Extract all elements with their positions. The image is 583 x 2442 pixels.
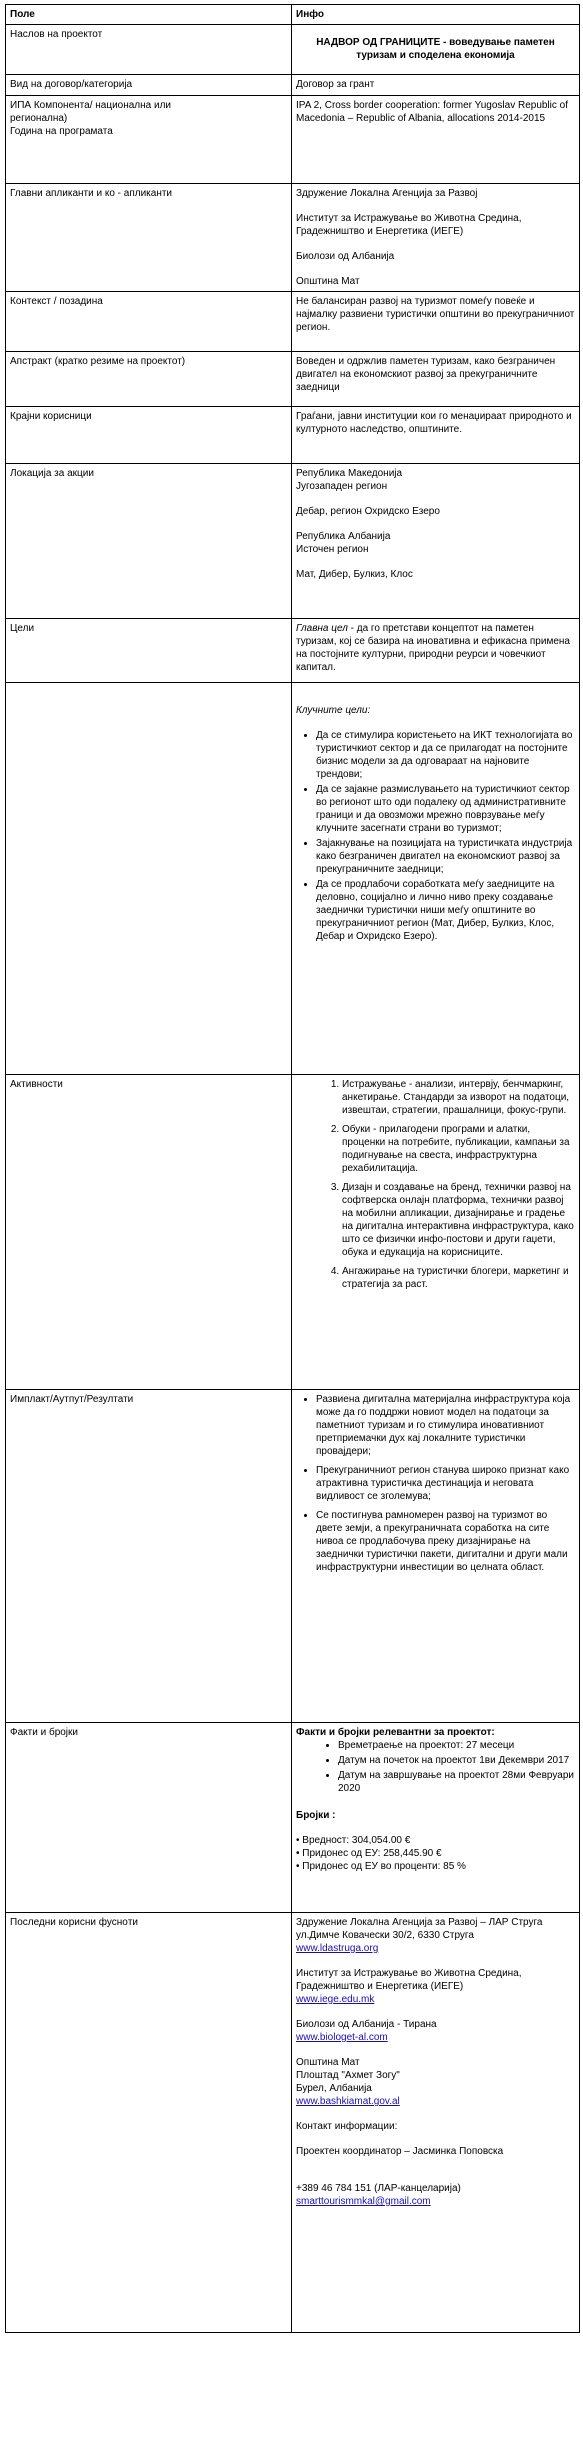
numbers-heading: Бројки : [296, 1810, 336, 1821]
location-mk-places: Дебар, регион Охридско Езеро [296, 506, 440, 517]
row-abstract [6, 352, 580, 407]
value-impact [292, 1390, 580, 1723]
mat-website-link[interactable]: www.bashkiamat.gov.al [296, 2096, 400, 2107]
label-key-goals-empty [6, 683, 292, 1075]
email-link[interactable]: smarttourismmkal@gmail.com [296, 2196, 431, 2207]
row-beneficiaries [6, 407, 580, 464]
row-applicants [6, 184, 580, 292]
value-abstract: Воведен и одржлив паметен туризам, како безграничен двигател на економскиот развој за прекуграничните заедници [292, 352, 580, 407]
label-title: Наслов на проектот [6, 25, 292, 75]
label-impact: Имплакт/Аутпут/Резултати [6, 1390, 292, 1723]
label-abstract: Апстракт (кратко резиме на проектот) [6, 352, 292, 407]
fact-item: • Датум на завршување на проектот 28ми Февруари 2020 [338, 1769, 575, 1795]
value-applicants [292, 184, 580, 292]
main-goal-prefix: Главна цел [296, 623, 348, 634]
bio-website-link[interactable]: www.biologet-al.com [296, 2032, 388, 2043]
fact-item: • Времетраење на проектот: 27 месеци [338, 1739, 575, 1752]
lar-website-link[interactable]: www.ldastruga.org [296, 1943, 379, 1954]
location-al-region: Источен регион [296, 544, 369, 555]
header-field: Поле [6, 5, 292, 25]
key-goal-item: • Да се стимулира користењето на ИКТ технологијата во туристичкиот сектор и да се прилагодат на постојните бизнис модели за да одговараат на најновите трендови; [316, 729, 575, 781]
applicant-3: Биолози од Албанија [296, 251, 395, 262]
iege-website-link[interactable]: www.iege.edu.mk [296, 1994, 375, 2005]
activity-item: 3. Дизајн и создавање на бренд, технички развој на софтверска онлајн платформа, технички развој на мобилни апликации, дизајнирање и градење на дигитална интерактивна инфраструктура, како што се физички инфо-постови и други гаџети, обука и едукација на корисниците. [342, 1181, 575, 1259]
label-ipa-component: ИПА Компонента/ национална или регионална) [10, 100, 172, 124]
location-mk-country: Република Македонија [296, 468, 403, 479]
location-al-places: Мат, Дибер, Булкиз, Клос [296, 569, 413, 580]
value-activities [292, 1075, 580, 1390]
activities-list [296, 1078, 575, 1291]
label-ipa [6, 96, 292, 184]
number-eu: • Придонес од ЕУ: 258,445.90 € [296, 1848, 442, 1859]
value-context: Не балансиран развој на туризмот помеѓу повеќе и најмалку развиени туристички општини во прекуграничниот регион. [292, 292, 580, 352]
label-contract: Вид на договор/категорија [6, 75, 292, 96]
contact-heading: Контакт информации: [296, 2121, 398, 2132]
location-al-country: Република Албанија [296, 531, 391, 542]
impact-item: • Се постигнува рамномерен развој на туризмот во двете земји, а прекуграничната соработка на сите нивоа се продлабочува преку дизајнирање на заеднички туристички пакети, дигитални и други мали инфраструктурни инвестиции во целната област. [316, 1509, 575, 1574]
row-activities [6, 1075, 580, 1390]
value-goals-main [292, 619, 580, 683]
bio-name: Биолози од Албанија - Тирана [296, 2019, 437, 2030]
fact-item: • Датум на почеток на проектот 1ви Декември 2017 [338, 1754, 575, 1767]
label-activities: Активности [6, 1075, 292, 1390]
key-goals-heading: Клучните цели: [296, 705, 371, 716]
activity-item: 4. Ангажирање на туристички блогери, маркетинг и стратегија за раст. [342, 1265, 575, 1291]
project-info-table [5, 4, 580, 2333]
label-goals: Цели [6, 619, 292, 683]
applicant-2: Институт за Истражување во Животна Средина, Градежништво и Енергетика (ИЕГЕ) [296, 213, 522, 237]
row-contract [6, 75, 580, 96]
facts-heading: Факти и бројки релевантни за проектот: [296, 1727, 495, 1738]
mat-name: Општина Мат [296, 2057, 360, 2068]
key-goal-item: • Зајакнување на позицијата на туристичката индустрија како безграничен двигател на економскиот развој за прекуграничните заедници; [316, 837, 575, 876]
impact-item: • Прекуграничниот регион станува широко признат како атрактивна туристичка дестинација и неговата видливост се зголемува; [316, 1464, 575, 1503]
row-goals [6, 619, 580, 683]
lar-address: ул.Димче Ковачески 30/2, 6330 Струга [296, 1930, 474, 1941]
row-location [6, 464, 580, 619]
row-impact [6, 1390, 580, 1723]
key-goal-item: • Да се зајакне размислувањето на туристичкиот сектор во регионот што оди подалеку од административните граници и да овозможи мрежно поврзување меѓу клучните засегнати страни во туризмот; [316, 783, 575, 835]
value-beneficiaries: Граѓани, јавни институции кои го менаџираат природното и културното наследство, општините. [292, 407, 580, 464]
number-eu-percent: • Придонес од ЕУ во проценти: 85 % [296, 1861, 466, 1872]
label-ipa-year: Година на програмата [10, 126, 113, 137]
row-facts [6, 1723, 580, 1913]
value-facts [292, 1723, 580, 1913]
phone: +389 46 784 151 (ЛАР-канцеларија) [296, 2183, 461, 2194]
row-title [6, 25, 580, 75]
row-key-goals [6, 683, 580, 1075]
label-footnotes: Последни корисни фуснoти [6, 1913, 292, 2333]
value-location [292, 464, 580, 619]
value-title [292, 25, 580, 75]
mat-address-2: Бурел, Албанија [296, 2083, 372, 2094]
location-mk-region: Југозападен регион [296, 481, 388, 492]
activity-item: 2. Обуки - прилагодени програми и алатки, проценки на потребите, публикации, кампањи за подигнување на свеста, инфраструктурна рехабилитација. [342, 1123, 575, 1175]
row-footnotes [6, 1913, 580, 2333]
key-goal-item: • Да се продлабочи соработката меѓу заедниците на деловно, социјално и лично ниво преку создавање заеднички туристички ниши меѓу општините во прекуграничниот регион (Мат, Дибер, Булкиз, Клос, Дебар и Охридско Езеро). [316, 878, 575, 943]
header-info: Инфо [292, 5, 580, 25]
key-goals-list [296, 729, 575, 943]
label-facts: Факти и бројки [6, 1723, 292, 1913]
mat-address-1: Плоштад "Ахмет Зогу" [296, 2070, 400, 2081]
activity-item: 1. Истражување - анализи, интервју, бенчмаркинг, анкетирање. Стандарди за изворот на податоци, извештаи, стратегии, прашалници, фокус-групи. [342, 1078, 575, 1117]
number-value: • Вредност: 304,054.00 € [296, 1835, 411, 1846]
lar-name: Здружение Локална Агенција за Развој – ЛАР Струга [296, 1917, 543, 1928]
label-applicants: Главни апликанти и ко - апликанти [6, 184, 292, 292]
coordinator: Проектен координатор – Јасминка Поповска [296, 2146, 504, 2157]
label-beneficiaries: Крајни корисници [6, 407, 292, 464]
value-footnotes [292, 1913, 580, 2333]
header-row [6, 5, 580, 25]
iege-name: Институт за Истражување во Животна Средина, Градежништво и Енергетика (ИЕГЕ) [296, 1968, 522, 1992]
impact-list [296, 1393, 575, 1574]
project-title: НАДВОР ОД ГРАНИЦИТЕ - воведување паметен туризам и споделена економија [316, 37, 555, 61]
value-contract: Договор за грант [292, 75, 580, 96]
value-ipa: IPA 2, Cross border cooperation: former Yugoslav Republic of Macedonia – Republic of Albania, allocations 2014-2015 [292, 96, 580, 184]
row-ipa [6, 96, 580, 184]
applicant-4: Општина Мат [296, 276, 360, 287]
facts-list [296, 1739, 575, 1795]
label-location: Локација за акции [6, 464, 292, 619]
impact-item: • Развиена дигитална материјална инфраструктура која може да го поддржи новиот модел на податоци за паметниот туризам и го стимулира иновативниот претприемачки дух кај локалните туристички провајдери; [316, 1393, 575, 1458]
value-key-goals [292, 683, 580, 1075]
main-goal-text: - да го претстави концептот на паметен туризам, кој се базира на иновативна и ефикасна примена на постојните културни, природни реурси и човечкиот капитал. [296, 623, 570, 673]
row-context [6, 292, 580, 352]
label-context: Контекст / позадина [6, 292, 292, 352]
applicant-1: Здружение Локална Агенција за Развој [296, 188, 478, 199]
